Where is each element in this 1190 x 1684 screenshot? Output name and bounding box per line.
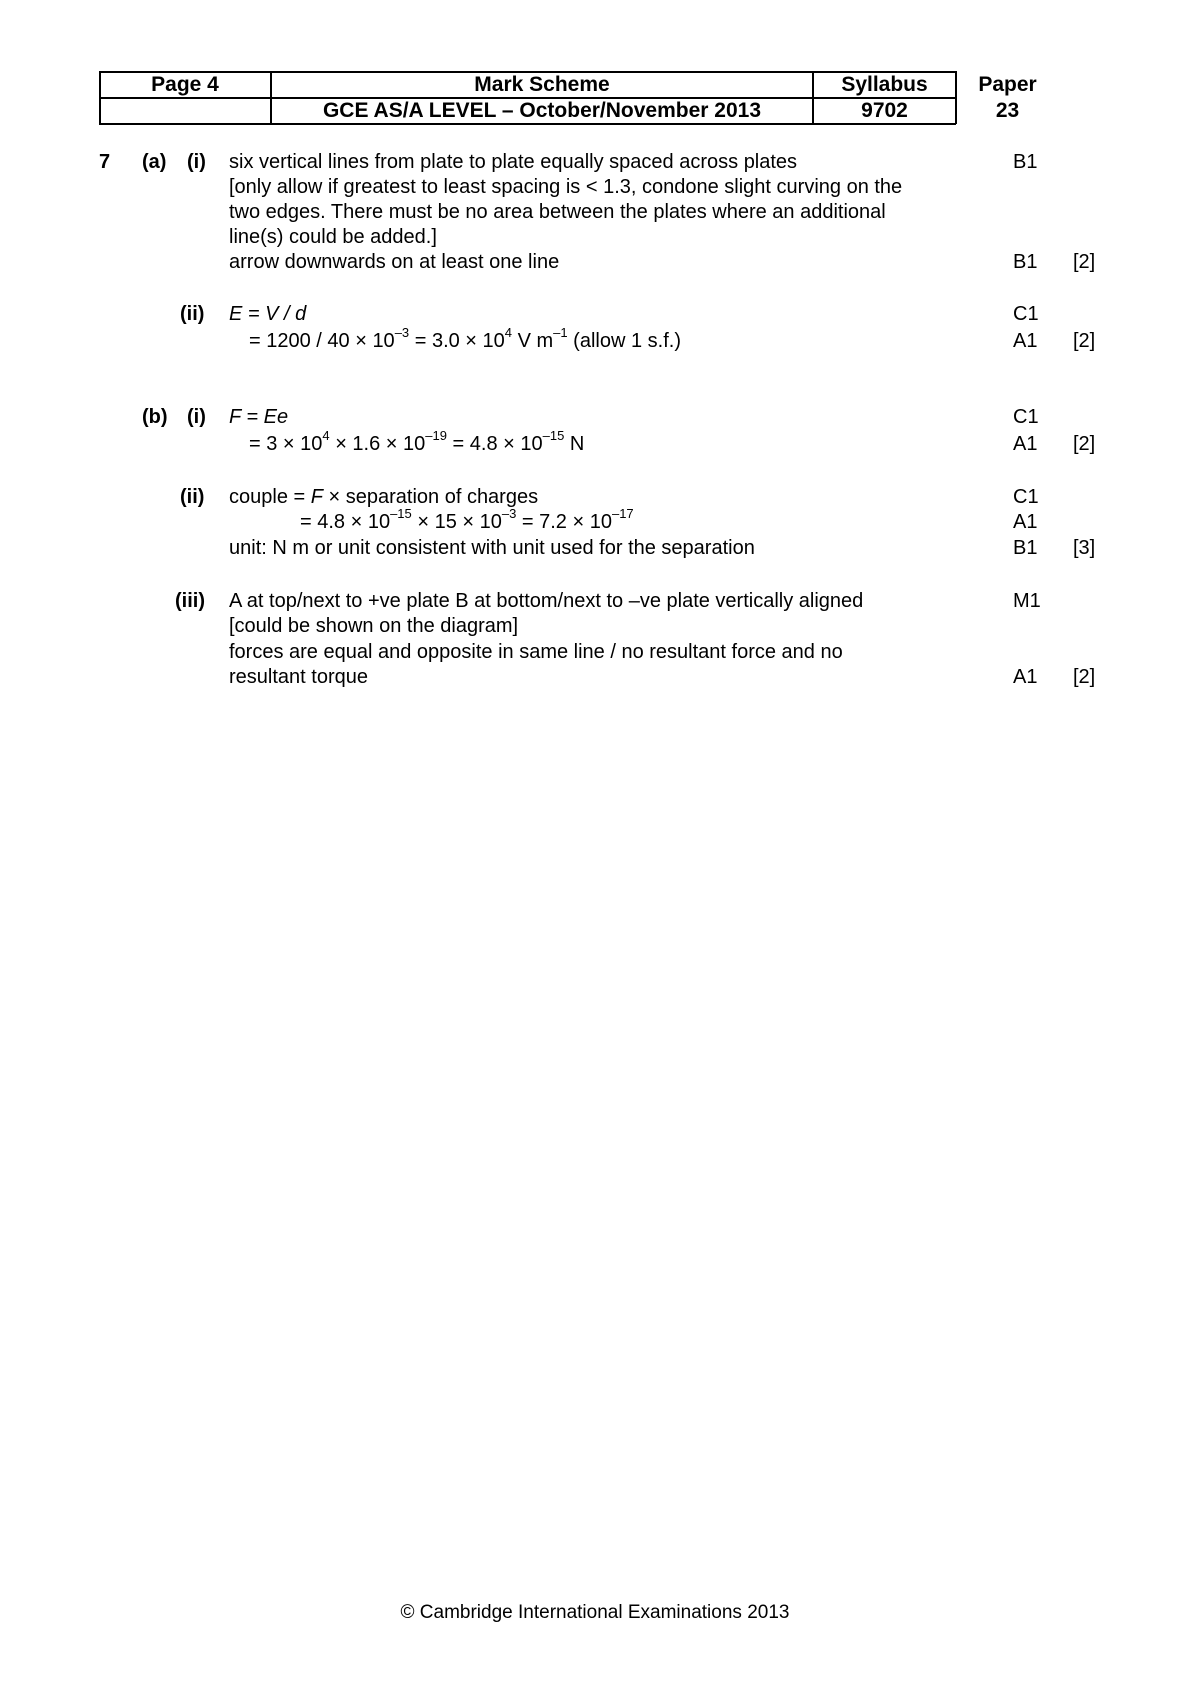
mark-total: [2] xyxy=(1073,666,1096,688)
mark-code: A1 xyxy=(1013,511,1038,533)
mark-total: [2] xyxy=(1073,433,1096,455)
part-b-label: (b) xyxy=(142,406,168,428)
calculation-line: = $3 \times 10^4 \times 1.6 \times 10^{-19} = 4.8 \times 10^{-15}$ N xyxy=(249,428,585,455)
answer-line: A at top/next to +ve plate B at bottom/next to –ve plate vertically aligned xyxy=(229,590,864,612)
header-title: Mark Scheme xyxy=(474,73,610,96)
calculation-line: = $4.8 \times 10^{-15} \times 15 \times 10^{-3} = 7.2 \times 10^{-17}$ xyxy=(300,506,634,533)
syllabus-code: 9702 xyxy=(861,99,908,122)
answer-line: unit: N m or unit consistent with unit used for the separation xyxy=(229,537,755,559)
calculation-line: = $1200 / 40 \times 10^{-3} = 3.0 \times 10^4$ V $m^{-1}$ (allow 1 s.f.) xyxy=(249,325,681,352)
mark-code: A1 xyxy=(1013,666,1038,688)
answer-line: [only allow if greatest to least spacing is < 1.3, condone slight curving on the xyxy=(229,176,903,198)
copyright-footer: © Cambridge International Examinations 2013 xyxy=(400,1602,790,1623)
answer-line: forces are equal and opposite in same line / no resultant force and no xyxy=(229,641,843,663)
answer-line: arrow downwards on at least one line xyxy=(229,251,560,273)
paper-number: 23 xyxy=(995,99,1020,122)
formula: E = V / d xyxy=(229,303,307,325)
subpart-b-ii-label: (ii) xyxy=(180,486,205,508)
answer-line: couple = F × separation of charges xyxy=(229,486,539,508)
question-number: 7 xyxy=(99,151,111,173)
answer-line: line(s) could be added.] xyxy=(229,226,437,248)
mark-code: C1 xyxy=(1013,486,1039,508)
formula: F = Ee xyxy=(229,406,289,428)
subpart-a-i-label: (i) xyxy=(187,151,206,173)
mark-code: A1 xyxy=(1013,433,1038,455)
answer-line: [could be shown on the diagram] xyxy=(229,615,519,637)
header-table xyxy=(99,71,1059,125)
syllabus-label: Syllabus xyxy=(841,73,928,96)
mark-total: [2] xyxy=(1073,251,1096,273)
mark-code: B1 xyxy=(1013,151,1038,173)
mark-code: C1 xyxy=(1013,406,1039,428)
page-label: Page 4 xyxy=(151,73,219,96)
subpart-b-i-label: (i) xyxy=(187,406,206,428)
mark-total: [2] xyxy=(1073,330,1096,352)
answer-line: two edges. There must be no area between the plates where an additional xyxy=(229,201,886,223)
paper-label: Paper xyxy=(978,73,1037,96)
subpart-b-iii-label: (iii) xyxy=(175,590,205,612)
subpart-a-ii-label: (ii) xyxy=(180,303,205,325)
answer-line: six vertical lines from plate to plate equally spaced across plates xyxy=(229,151,798,173)
answer-line: resultant torque xyxy=(229,666,368,688)
mark-code: C1 xyxy=(1013,303,1039,325)
mark-code: M1 xyxy=(1013,590,1041,612)
part-a-label: (a) xyxy=(142,151,167,173)
mark-code: A1 xyxy=(1013,330,1038,352)
exam-title: GCE AS/A LEVEL – October/November 2013 xyxy=(322,99,762,122)
mark-code: B1 xyxy=(1013,537,1038,559)
mark-code: B1 xyxy=(1013,251,1038,273)
mark-total: [3] xyxy=(1073,537,1096,559)
